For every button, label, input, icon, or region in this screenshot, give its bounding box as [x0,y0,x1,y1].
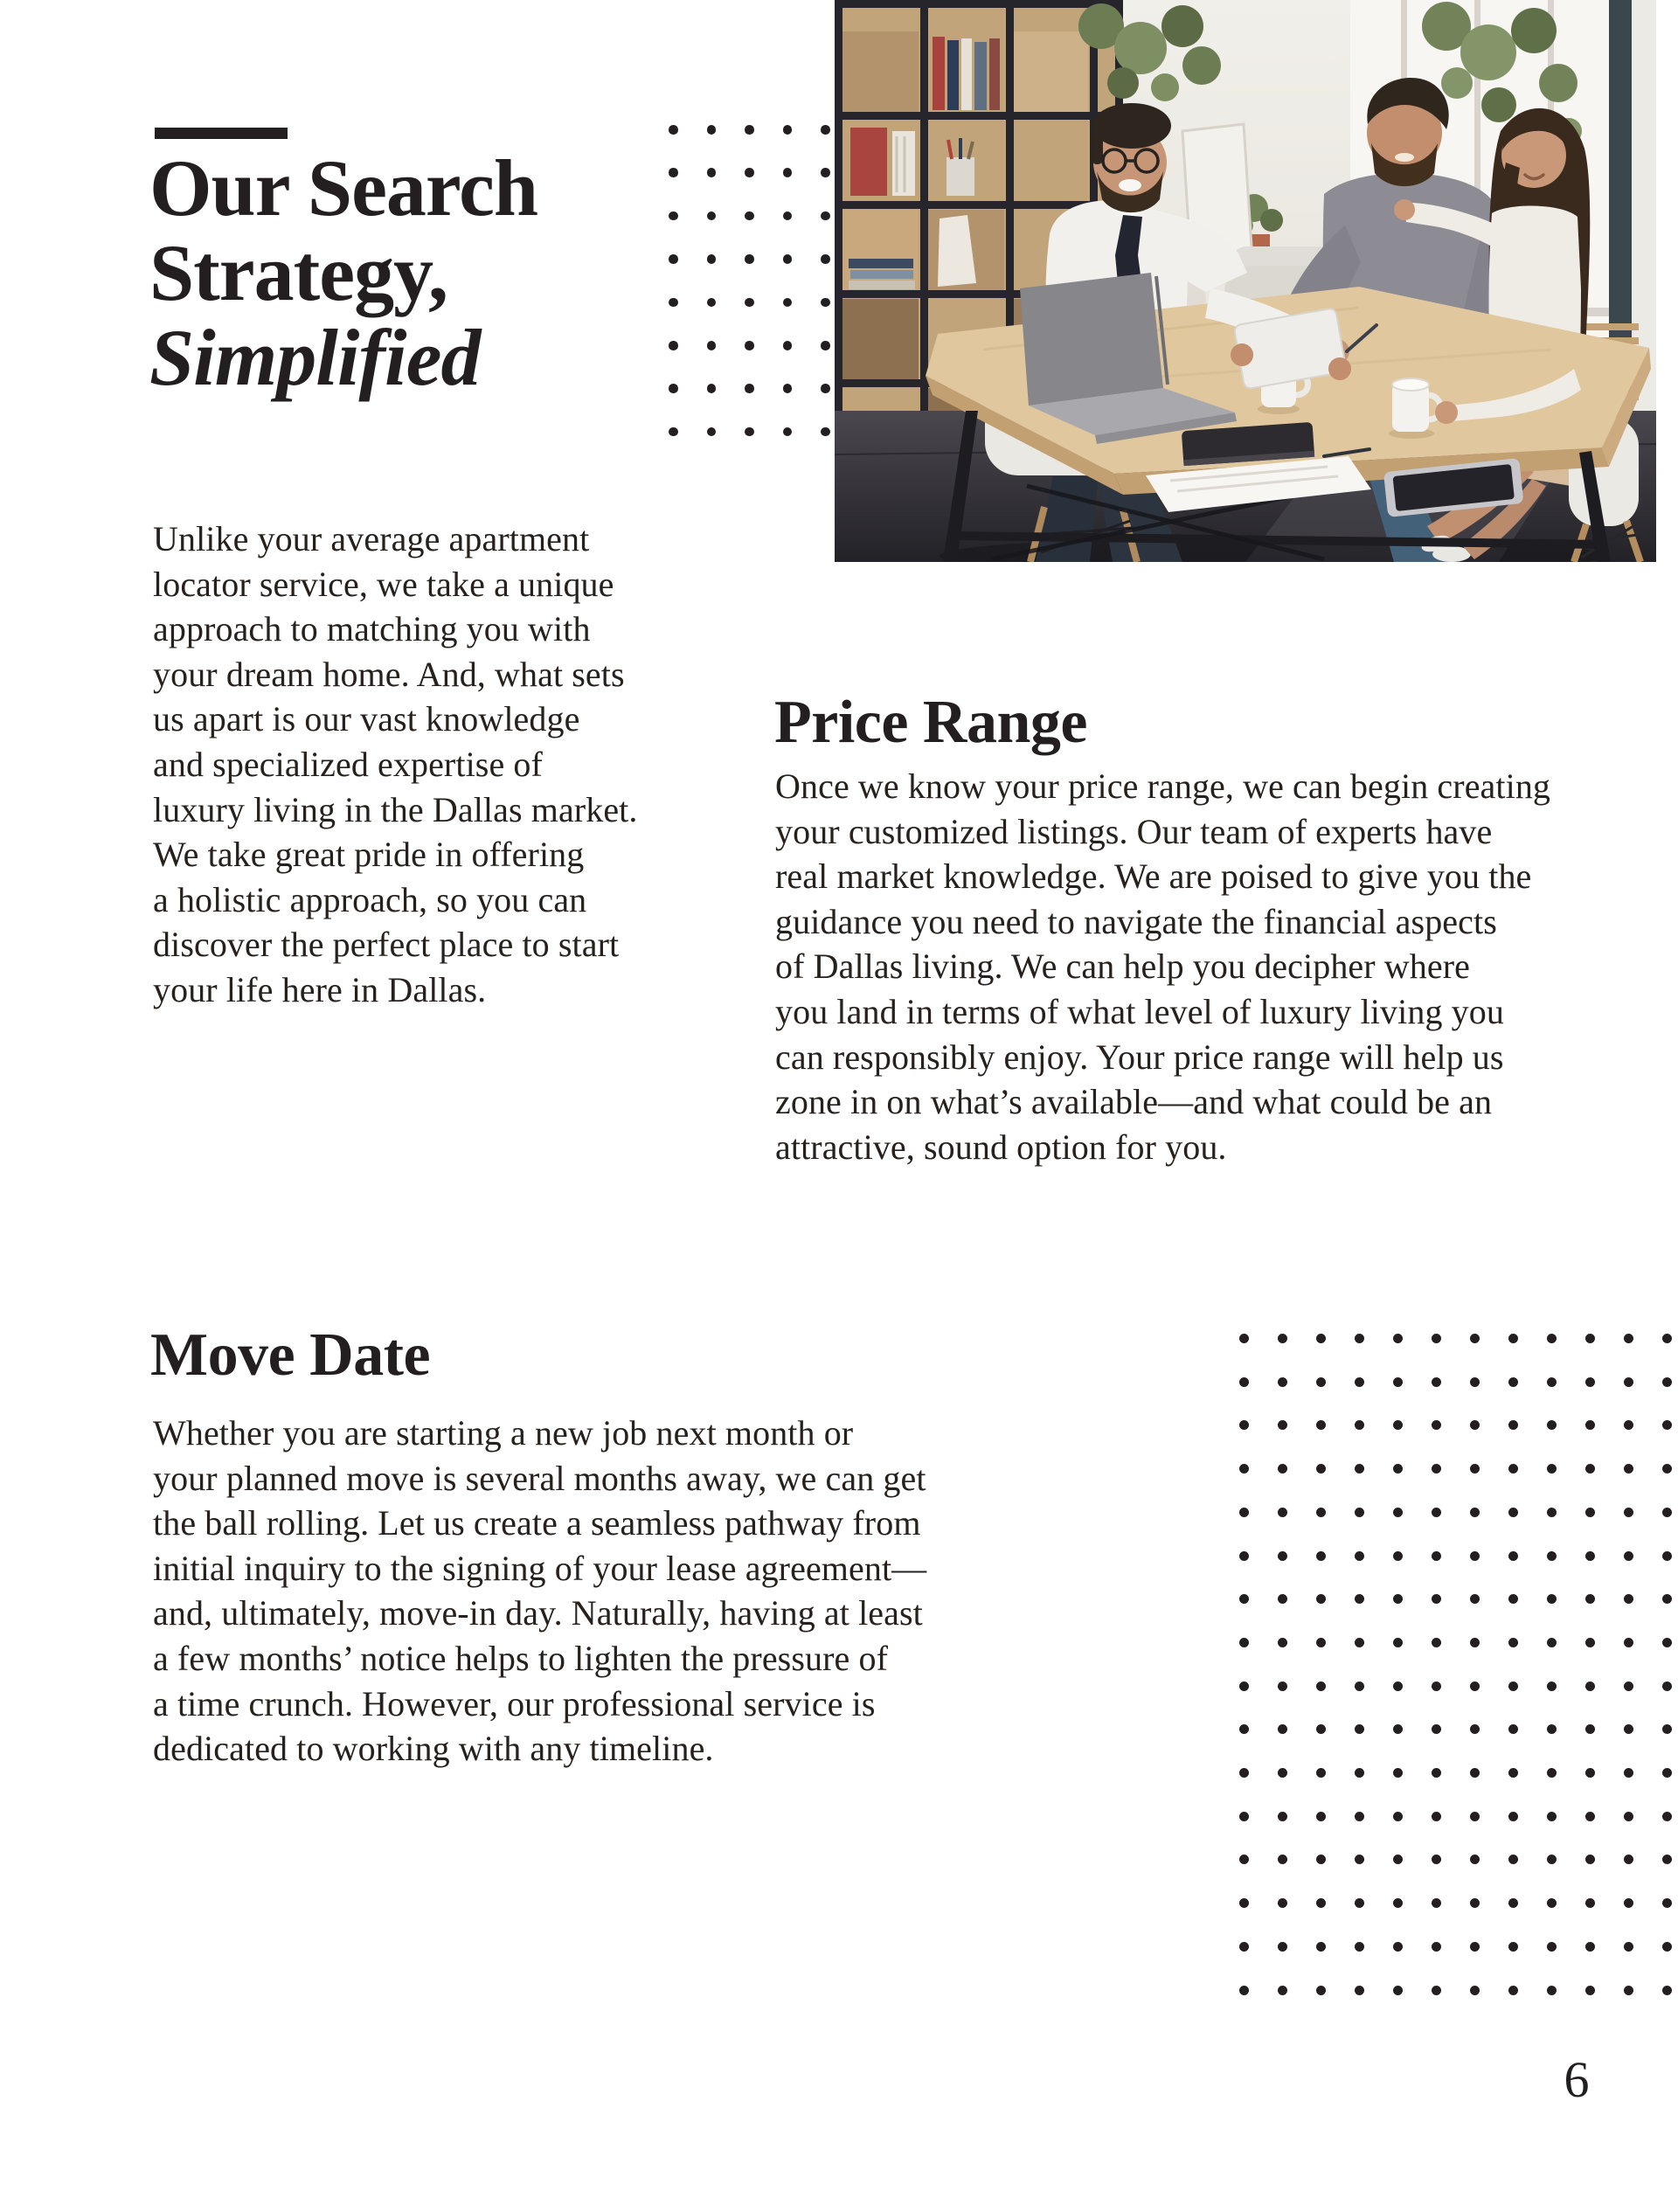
decorative-dot [1624,1682,1633,1691]
decorative-dot [821,427,830,437]
decorative-dot [1547,1942,1557,1952]
decorative-dot [1355,1377,1364,1387]
decorative-dot [1585,1812,1595,1821]
decorative-dot [707,384,717,393]
decorative-dot [1239,1724,1249,1734]
decorative-dot [1508,1334,1518,1343]
decorative-dot [707,211,717,221]
decorative-dot [1470,1986,1480,1995]
decorative-dot [1662,1508,1672,1517]
decorative-dot [1470,1768,1480,1778]
decorative-dot [1316,1724,1326,1734]
decorative-dot [783,211,793,221]
decorative-dot [745,384,754,393]
decorative-dot [1278,1594,1287,1604]
decorative-dot [1432,1812,1441,1821]
text-line: your planned move is several months away, we can get [153,1458,926,1498]
decorative-dot [1508,1594,1518,1604]
decorative-dot [1585,1638,1595,1647]
decorative-dot [1239,1508,1249,1517]
decorative-dot [1239,1682,1249,1691]
decorative-dot [1393,1724,1403,1734]
page-title-line: Strategy, [149,228,448,317]
decorative-dot [1393,1594,1403,1604]
decorative-dot [1239,1551,1249,1561]
decorative-dot [1432,1682,1441,1691]
decorative-dot [1547,1682,1557,1691]
text-line: a few months’ notice helps to lighten the pressure of [153,1638,889,1678]
decorative-dot [1470,1898,1480,1908]
decorative-dot [1624,1551,1633,1561]
text-line: discover the perfect place to start [153,925,620,965]
decorative-dot [1547,1638,1557,1647]
decorative-dot [1508,1420,1518,1430]
decorative-dot [1239,1812,1249,1821]
decorative-dot [1662,1682,1672,1691]
page-title [149,143,538,402]
decorative-dot [1432,1508,1441,1517]
decorative-dot [1278,1682,1287,1691]
decorative-dot [1470,1508,1480,1517]
decorative-dot [1508,1942,1518,1952]
text-line: real market knowledge. We are poised to give you the [775,856,1532,897]
decorative-dot [1316,1986,1326,1995]
decorative-dot [1662,1638,1672,1647]
decorative-dot [821,168,830,177]
decorative-dot [1432,1855,1441,1864]
decorative-dot [1662,1768,1672,1778]
decorative-dot [1470,1464,1480,1474]
decorative-dot [1432,1377,1441,1387]
office-meeting-illustration [835,0,1656,562]
decorative-dot [669,341,678,350]
text-line: dedicated to working with any timeline. [153,1729,714,1769]
decorative-dot [1355,1724,1364,1734]
decorative-dot [1393,1942,1403,1952]
decorative-dot [783,384,793,393]
decorative-dot [707,254,717,264]
decorative-dot [1316,1942,1326,1952]
decorative-dot [1624,1855,1633,1864]
decorative-dot [1239,1855,1249,1864]
decorative-dot [821,384,830,393]
text-line: guidance you need to navigate the financial aspects [775,901,1497,941]
decorative-dot [1624,1377,1633,1387]
decorative-dot [1585,1377,1595,1387]
decorative-dot [1393,1638,1403,1647]
decorative-dot [1355,1638,1364,1647]
decorative-dot [1316,1377,1326,1387]
decorative-dot [1662,1551,1672,1561]
decorative-dot [1547,1986,1557,1995]
decorative-dot [1624,1594,1633,1604]
decorative-dot [1316,1551,1326,1561]
decorative-dot [821,125,830,135]
decorative-dot [1585,1682,1595,1691]
decorative-dot [669,427,678,437]
page-title-line-italic: Simplified [149,313,481,402]
section-title-price-range: Price Range [774,689,1087,756]
text-line: Once we know your price range, we can begin creating [775,766,1551,806]
decorative-dot [1508,1898,1518,1908]
decorative-dot [1470,1594,1480,1604]
decorative-dot [1470,1724,1480,1734]
decorative-dot [1624,1508,1633,1517]
decorative-dot [783,298,793,308]
move-date-paragraph [153,1411,926,1772]
decorative-dot [1355,1420,1364,1430]
office-meeting-photo [835,0,1656,562]
text-line: luxury living in the Dallas market. [153,789,638,829]
decorative-dot [745,125,754,135]
decorative-dot [707,341,717,350]
decorative-dot [1432,1638,1441,1647]
decorative-dot [1278,1898,1287,1908]
decorative-dot [1393,1420,1403,1430]
decorative-dot [1355,1812,1364,1821]
decorative-dot [1393,1768,1403,1778]
decorative-dot [1470,1334,1480,1343]
decorative-dot [1624,1724,1633,1734]
decorative-dot [1316,1855,1326,1864]
decorative-dot [1355,1768,1364,1778]
decorative-dot [1316,1812,1326,1821]
text-line: approach to matching you with [153,609,591,649]
decorative-dot [1278,1638,1287,1647]
decorative-dot [1316,1334,1326,1343]
text-line: the ball rolling. Let us create a seamless pathway from [153,1503,921,1543]
page-title-line: Our Search [149,143,538,232]
decorative-dot [669,168,678,177]
decorative-dot [745,168,754,177]
text-line: can responsibly enjoy. Your price range will help us [775,1037,1504,1077]
decorative-dot [1585,1942,1595,1952]
decorative-dot [707,168,717,177]
dot-pattern-bottom [1239,1334,1672,1995]
decorative-dot [1662,1464,1672,1474]
text-line: your dream home. And, what sets [153,654,625,694]
text-line: We take great pride in offering [153,835,585,875]
decorative-dot [1432,1724,1441,1734]
decorative-dot [1662,1942,1672,1952]
decorative-dot [821,298,830,308]
decorative-dot [1278,1768,1287,1778]
decorative-dot [1239,1334,1249,1343]
decorative-dot [1355,1855,1364,1864]
decorative-dot [1278,1420,1287,1430]
decorative-dot [1585,1464,1595,1474]
decorative-dot [1355,1682,1364,1691]
decorative-dot [1239,1464,1249,1474]
accent-bar [155,128,288,139]
decorative-dot [1585,1508,1595,1517]
decorative-dot [1585,1768,1595,1778]
decorative-dot [1432,1986,1441,1995]
decorative-dot [1316,1898,1326,1908]
decorative-dot [1624,1638,1633,1647]
decorative-dot [1508,1508,1518,1517]
decorative-dot [1432,1334,1441,1343]
decorative-dot [1508,1638,1518,1647]
decorative-dot [1239,1377,1249,1387]
decorative-dot [1662,1986,1672,1995]
decorative-dot [783,168,793,177]
text-line: of Dallas living. We can help you decipher where [775,947,1471,987]
decorative-dot [1278,1942,1287,1952]
decorative-dot [1278,1724,1287,1734]
decorative-dot [783,125,793,135]
text-line: a holistic approach, so you can [153,879,587,919]
decorative-dot [669,298,678,308]
decorative-dot [1585,1724,1595,1734]
decorative-dot [1547,1768,1557,1778]
decorative-dot [1278,1334,1287,1343]
decorative-dot [1316,1638,1326,1647]
decorative-dot [821,254,830,264]
decorative-dot [1278,1812,1287,1821]
decorative-dot [1585,1551,1595,1561]
decorative-dot [669,211,678,221]
decorative-dot [1547,1812,1557,1821]
decorative-dot [1662,1724,1672,1734]
decorative-dot [1239,1942,1249,1952]
decorative-dot [1316,1508,1326,1517]
decorative-dot [1547,1420,1557,1430]
decorative-dot [1470,1855,1480,1864]
decorative-dot [1432,1768,1441,1778]
decorative-dot [1393,1986,1403,1995]
decorative-dot [1470,1812,1480,1821]
text-line: and specialized expertise of [153,744,543,784]
decorative-dot [1316,1768,1326,1778]
decorative-dot [1547,1724,1557,1734]
decorative-dot [1316,1464,1326,1474]
decorative-dot [707,298,717,308]
decorative-dot [1547,1508,1557,1517]
text-line: your customized listings. Our team of experts have [775,811,1493,851]
decorative-dot [1470,1420,1480,1430]
decorative-dot [783,341,793,350]
decorative-dot [1470,1682,1480,1691]
decorative-dot [1393,1334,1403,1343]
decorative-dot [1355,1551,1364,1561]
decorative-dot [1508,1724,1518,1734]
decorative-dot [1585,1986,1595,1995]
decorative-dot [1585,1898,1595,1908]
decorative-dot [1239,1594,1249,1604]
decorative-dot [1278,1986,1287,1995]
decorative-dot [1432,1420,1441,1430]
decorative-dot [1239,1986,1249,1995]
decorative-dot [1393,1855,1403,1864]
decorative-dot [745,254,754,264]
decorative-dot [783,427,793,437]
decorative-dot [669,384,678,393]
decorative-dot [1624,1334,1633,1343]
decorative-dot [1508,1812,1518,1821]
decorative-dot [1547,1855,1557,1864]
decorative-dot [1585,1855,1595,1864]
decorative-dot [1278,1551,1287,1561]
decorative-dot [1662,1812,1672,1821]
decorative-dot [1508,1855,1518,1864]
dot-pattern-top [669,125,830,436]
text-line: Whether you are starting a new job next month or [153,1413,854,1453]
decorative-dot [1355,1942,1364,1952]
decorative-dot [1278,1377,1287,1387]
decorative-dot [1316,1420,1326,1430]
section-title-move-date: Move Date [150,1321,431,1389]
text-line: and, ultimately, move-in day. Naturally, having at least [153,1593,923,1633]
decorative-dot [1508,1768,1518,1778]
decorative-dot [1508,1377,1518,1387]
text-line: a time crunch. However, our professional service is [153,1683,876,1723]
decorative-dot [1355,1898,1364,1908]
decorative-dot [1355,1334,1364,1343]
decorative-dot [745,211,754,221]
text-line: zone in on what’s available—and what could be an [775,1082,1493,1122]
decorative-dot [1393,1508,1403,1517]
decorative-dot [1624,1768,1633,1778]
text-line: your life here in Dallas. [153,969,487,1009]
decorative-dot [745,298,754,308]
decorative-dot [1355,1508,1364,1517]
decorative-dot [783,254,793,264]
decorative-dot [1547,1898,1557,1908]
decorative-dot [1624,1898,1633,1908]
decorative-dot [1662,1334,1672,1343]
decorative-dot [1432,1594,1441,1604]
decorative-dot [1547,1464,1557,1474]
decorative-dot [1662,1898,1672,1908]
decorative-dot [1624,1812,1633,1821]
decorative-dot [745,427,754,437]
decorative-dot [1393,1377,1403,1387]
decorative-dot [1508,1986,1518,1995]
decorative-dot [1662,1377,1672,1387]
decorative-dot [1624,1986,1633,1995]
decorative-dot [1547,1377,1557,1387]
decorative-dot [1508,1464,1518,1474]
decorative-dot [669,125,678,135]
decorative-dot [1547,1594,1557,1604]
decorative-dot [1393,1551,1403,1561]
price-range-paragraph [775,764,1550,1169]
decorative-dot [1547,1334,1557,1343]
decorative-dot [1662,1420,1672,1430]
decorative-dot [669,254,678,264]
decorative-dot [1624,1942,1633,1952]
decorative-dot [1393,1464,1403,1474]
decorative-dot [1278,1508,1287,1517]
text-line: us apart is our vast knowledge [153,699,580,739]
decorative-dot [707,125,717,135]
decorative-dot [1316,1682,1326,1691]
decorative-dot [1624,1464,1633,1474]
decorative-dot [821,341,830,350]
text-line: attractive, sound option for you. [775,1127,1227,1167]
decorative-dot [1585,1334,1595,1343]
decorative-dot [1432,1942,1441,1952]
decorative-dot [1239,1638,1249,1647]
decorative-dot [821,211,830,221]
decorative-dot [1470,1377,1480,1387]
decorative-dot [1393,1898,1403,1908]
text-line: you land in terms of what level of luxury living you [775,991,1504,1031]
decorative-dot [707,427,717,437]
page-number: 6 [1564,2051,1590,2108]
text-line: Unlike your average apartment [153,519,590,558]
decorative-dot [1662,1855,1672,1864]
decorative-dot [1508,1551,1518,1561]
decorative-dot [1393,1682,1403,1691]
text-line: locator service, we take a unique [153,564,614,604]
intro-paragraph [153,517,638,1013]
decorative-dot [1239,1768,1249,1778]
decorative-dot [1624,1420,1633,1430]
decorative-dot [1278,1855,1287,1864]
decorative-dot [745,341,754,350]
decorative-dot [1662,1594,1672,1604]
decorative-dot [1316,1594,1326,1604]
decorative-dot [1393,1812,1403,1821]
decorative-dot [1547,1551,1557,1561]
decorative-dot [1585,1420,1595,1430]
decorative-dot [1508,1682,1518,1691]
decorative-dot [1470,1638,1480,1647]
decorative-dot [1432,1551,1441,1561]
decorative-dot [1585,1594,1595,1604]
decorative-dot [1432,1464,1441,1474]
decorative-dot [1470,1942,1480,1952]
decorative-dot [1239,1898,1249,1908]
decorative-dot [1278,1464,1287,1474]
text-line: initial inquiry to the signing of your lease agreement— [153,1548,927,1588]
decorative-dot [1432,1898,1441,1908]
decorative-dot [1355,1464,1364,1474]
decorative-dot [1470,1551,1480,1561]
decorative-dot [1355,1594,1364,1604]
decorative-dot [1355,1986,1364,1995]
decorative-dot [1239,1420,1249,1430]
